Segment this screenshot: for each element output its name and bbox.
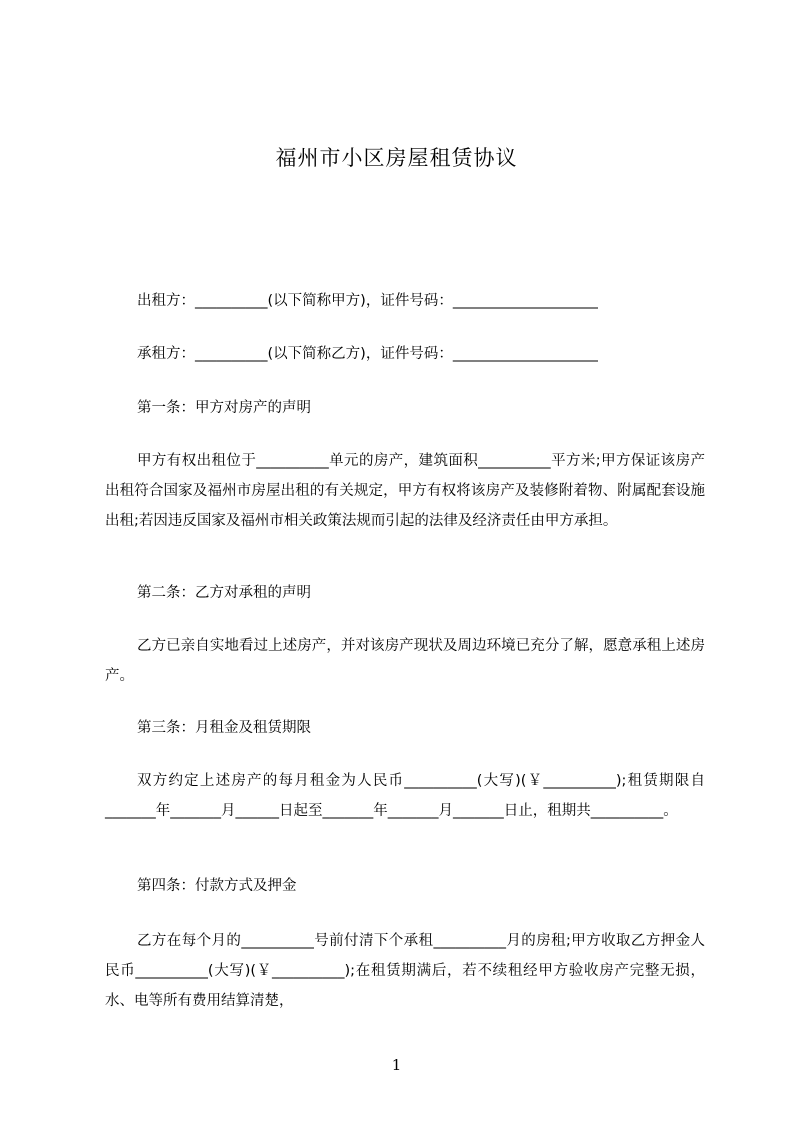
party-a-line: 出租方：__________(以下简称甲方)，证件号码：____________________ <box>137 293 598 309</box>
article-4-body: 乙方在每个月的__________号前付清下个承租__________月的房租;甲方收取乙方押金人民币__________(大写)(￥__________);在租赁期满后，若不续租经甲方验收房产完整无损，水、电等所有费用结算清楚， <box>105 933 705 1009</box>
document-title: 福州市小区房屋租赁协议 <box>275 146 518 170</box>
article-3-body: 双方约定上述房产的每月租金为人民币__________(大写)(￥__________);租赁期限自_______年_______月______日起至_______年_______月_______日止，租期共__________。 <box>105 773 705 819</box>
article-1-body: 甲方有权出租位于__________单元的房产，建筑面积__________平方米;甲方保证该房产出租符合国家及福州市房屋出租的有关规定，甲方有权将该房产及装修附着物、附属配套设施出租;若因违反国家及福州市相关政策法规而引起的法律及经济责任由甲方承担。 <box>105 453 705 529</box>
page-number: 1 <box>391 1056 402 1074</box>
article-2-heading: 第二条：乙方对承租的声明 <box>137 585 311 601</box>
article-4-heading: 第四条：付款方式及押金 <box>137 878 297 894</box>
article-3-heading: 第三条：月租金及租赁期限 <box>137 720 311 736</box>
party-b-line: 承租方：__________(以下简称乙方)，证件号码：____________________ <box>137 346 598 362</box>
article-2-body: 乙方已亲自实地看过上述房产，并对该房产现状及周边环境已充分了解，愿意承租上述房产。 <box>105 638 705 684</box>
article-1-heading: 第一条：甲方对房产的声明 <box>137 400 311 416</box>
